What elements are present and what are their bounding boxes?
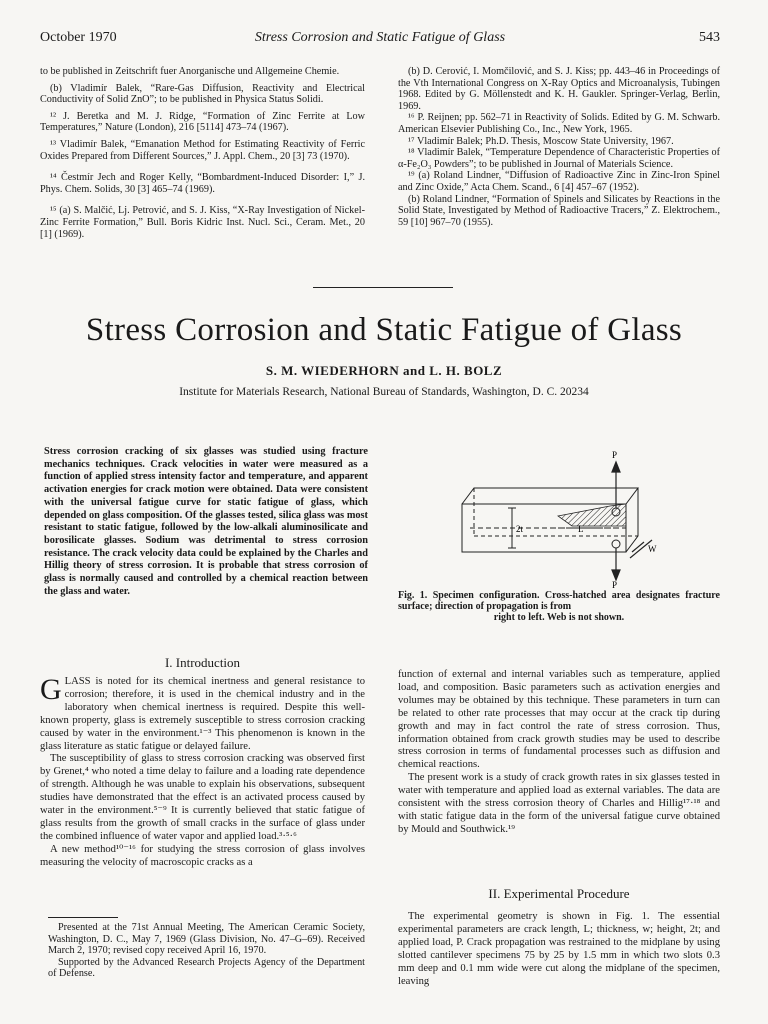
length-label: L (578, 524, 584, 534)
figure-1-caption (398, 590, 720, 624)
drop-cap: G (40, 673, 62, 706)
reference-entry: ¹⁷ Vladimír Balek; Ph.D. Thesis, Moscow State University, 1967. (408, 135, 674, 147)
paragraph-text: is noted for its chemical inertness and general resistance to corrosion; therefore, it is used in the chemical industry and in the laboratory when chemical inertness is required. Despite this well-known property, glass is extremely susceptible to stress corrosion cracking caused by water in the environment.¹⁻³ This phenomenon is known in the glass literature as static fatigue or delayed failure. (40, 676, 365, 752)
title-separator-rule (313, 287, 453, 288)
reference-entry: (b) Vladimír Balek, “Rare-Gas Diffusion, Reactivity and Electrical Conductivity of Solid ZnO”; to be published in Physica Status Solidi. (40, 82, 365, 106)
caption-text: Fig. 1. Specimen configuration. Cross-hatched area designates fracture surface; direction of propagation is from (398, 590, 720, 613)
reference-entry: ¹⁵ (a) S. Malčić, Lj. Petrović, and S. J. Kiss, “X-Ray Investigation of Nickel-Zinc Ferrite Formation,” Bull. Boris Kidric Inst. Nucl. Sci., Ceram. Met., 20 [1] (1969). (40, 205, 365, 240)
specimen-diagram (400, 448, 730, 588)
section-heading-experimental: II. Experimental Procedure (488, 886, 630, 901)
abstract-text: Stress corrosion cracking of six glasses was studied using fracture mechanics techniques. Crack velocities in water were measured as a function of applied stress intensity factor and temperature, and apparent activation energies for crack motion were obtained. Data were consistent with the universal fatigue curve for static fatigue of glass, which depended on glass composition. Of the glasses tested, silica glass was most resistant to static fatigue, followed by the low-alkali aluminosilicate and borosilicate glasses. Sodium was detrimental to stress corrosion resistance. The crack velocity data could be explained by the Charles and Hillig theory of stress corrosion. It is probable that stress corrosion of glass is normally caused and controlled by a chemical reaction between the glass and water. (44, 446, 368, 597)
reference-entry: ¹⁶ P. Reijnen; pp. 562–71 in Reactivity of Solids. Edited by G. M. Schwarb. American Elsevier Publishing Co., Inc., New York, 1965. (398, 112, 720, 135)
paragraph: The present work is a study of crack growth rates in six glasses tested in water with temperature and applied load as external variables. The data are consistent with the stress corrosion theory of Charles and Hillig¹⁷·¹⁸ and with static fatigue data in the form of the universal fatigue curve obtained by Mould and Southwick.¹⁹ (398, 772, 720, 835)
reference-entry: (b) Roland Lindner, “Formation of Spinels and Silicates by Reactions in the Solid State, Investigated by Method of Radioactive Tracers,” Z. Elektrochem., 59 [10] 967–70 (1955). (398, 193, 720, 228)
caption-text-end: right to left. Web is not shown. (493, 612, 625, 624)
paragraph: The susceptibility of glass to stress corrosion cracking was observed first by Grenet,⁴ who noted a time delay to failure and a loading rate dependence of strength. Although he was unable to explain his observations, subsequent studies have demonstrated that the effect is an activated process caused by water in the environment.⁵⁻⁹ It is currently believed that static fatigue of glass results from the growth of small cracks in the surface of glass under the combined influence of water vapor and applied load.³·⁵·⁶ (40, 753, 365, 842)
reference-entry: to be published in Zeitschrift fuer Anorganische und Allgemeine Chemie. (40, 66, 340, 77)
page-number: 543 (699, 30, 720, 45)
reference-entry: ¹² J. Beretka and M. J. Ridge, “Formation of Zinc Ferrite at Low Temperatures,” Nature (London), 216 [5114] 473–74 (1967). (40, 110, 365, 134)
paragraph: A new method¹⁰⁻¹⁶ for studying the stress corrosion of glass involves measuring the velocity of macroscopic cracks as a (40, 843, 365, 868)
load-label-top: P (612, 450, 618, 460)
footnote-text: Supported by the Advanced Research Projects Agency of the Department of Defense. (48, 956, 365, 980)
width-label: W (648, 544, 657, 554)
paragraph: The experimental geometry is shown in Fig. 1. The essential experimental parameters are crack length, L; thickness, w; height, 2t; and applied load, P. Crack propagation was restrained to the midplane by using slotted cantilever specimens 75 by 25 by 1.5 mm in which two slots 0.3 mm deep and 0.1 mm wide were cut along the midplane of the specimen, leaving (398, 911, 720, 987)
footnote (48, 922, 365, 980)
reference-entry: (b) D. Cerović, I. Momčilović, and S. J. Kiss; pp. 443–46 in Proceedings of the Vth International Congress on X-Ray Optics and Microanalysis, Tubingen 1968. Edited by G. Möllenstedt and K. H. Gaukler. Springer-Verlag, Berlin, 1969. (398, 66, 720, 112)
reference-entry: ¹⁴ Čestmír Jech and Roger Kelly, “Bombardment-Induced Disorder: I,” J. Phys. Chem. Solids, 30 [3] 465–74 (1969). (40, 172, 365, 195)
figure-1 (400, 448, 730, 588)
references-right-column (398, 66, 720, 228)
reference-entry: ¹⁸ Vladimír Balek, “Temperature Dependence of Characteristic Properties of α-Fe₂O₃ Powders”; to be published in Journal of Materials Science. (398, 147, 720, 170)
body-column-left (40, 673, 365, 870)
lead-word: LASS (64, 676, 91, 687)
reference-entry: ¹³ Vladimír Balek, “Emanation Method for Estimating Reactivity of Ferric Oxides Prepared from Different Sources,” J. Appl. Chem., 20 [3] 73 (1970). (40, 138, 365, 162)
body-column-right-section2 (398, 911, 720, 988)
load-label-bottom: P (612, 580, 618, 588)
abstract (44, 446, 368, 598)
section-heading-introduction: I. Introduction (164, 655, 241, 670)
body-column-right (398, 669, 720, 837)
article-affiliation: Institute for Materials Research, National Bureau of Standards, Washington, D. C. 20234 (179, 386, 589, 398)
paragraph (40, 673, 365, 753)
running-head-title: Stress Corrosion and Static Fatigue of Glass (254, 30, 506, 45)
height-label: 2t (516, 524, 524, 534)
article-title: Stress Corrosion and Static Fatigue of Glass (85, 312, 683, 348)
article-authors: S. M. WIEDERHORN and L. H. BOLZ (265, 363, 503, 378)
footnote-text: Presented at the 71st Annual Meeting, The American Ceramic Society, Washington, D. C., May 7, 1969 (Glass Division, No. 47–G–69). Received March 2, 1970; revised copy received April 16, 1970. (48, 922, 365, 957)
references-left-column (40, 66, 365, 240)
reference-entry: ¹⁹ (a) Roland Lindner, “Diffusion of Radioactive Zinc in Zinc-Iron Spinel and Zinc Oxide,” Acta Chem. Scand., 6 [4] 457–67 (1952). (398, 170, 720, 193)
running-head-date: October 1970 (40, 30, 117, 45)
footnote-rule (48, 917, 118, 918)
paragraph: function of external and internal variables such as temperature, applied load, and composition. Basic parameters such as activation energies and volumes may be obtained by this technique. These parameters in turn can be related to other rate processes that may occur at the crack tip during growth and may in fact control the rate of stress corrosion. Thus, information obtained from crack growth studies may be used to describe stress corrosion in terms of fundamental processes such as diffusion and chemical reactions. (398, 669, 720, 771)
running-head (40, 30, 720, 50)
